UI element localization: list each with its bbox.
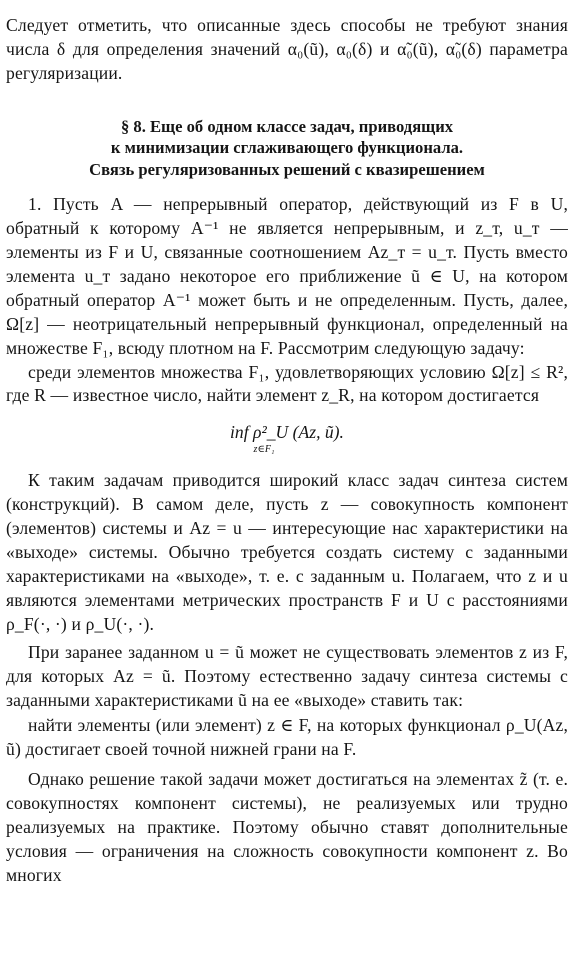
section-heading-line-3: Связь регуляризованных решений с квазирешением <box>89 159 485 179</box>
section-heading-line-2: к минимизации сглаживающего функционала. <box>110 138 464 158</box>
section-heading <box>6 116 568 181</box>
formula-main: inf ρ²_U (Az, ũ). <box>230 422 344 443</box>
paragraph-1: 1. Пусть A — непрерывный оператор, действующий из F в U, обратный к которому A⁻¹ не является непрерывным, и z_т, u_т — элементы из F и U, связанные соотношением Az_т = u_т. Пусть вместо элемента u_т задано некоторое его приближение ũ ∈ U, на котором обратный оператор A⁻¹ может быть и не определенным. Пусть, далее, Ω[z] — неотрицательный непрерывный функционал, определенный на множестве F₁, всюду плотном на F. Рассмотрим следующую задачу: <box>6 194 568 358</box>
formula-subscript: z∈F₁ <box>253 444 275 456</box>
task-paragraph: среди элементов множества F₁, удовлетворяющих условию Ω[z] ≤ R², где R — известное число, найти элемент z_R, на котором достигается <box>6 361 568 406</box>
paragraph-3: При заранее заданном u = ũ может не существовать элементов z из F, для которых Az = ũ. Поэтому естественно задачу синтеза системы с заданными характеристиками ũ на ее «выходе» ставить так: <box>6 641 568 710</box>
section-heading-line-1: § 8. Еще об одном классе задач, приводящих <box>120 116 454 136</box>
paragraph-5: Однако решение такой задачи может достигаться на элементах z̃ (т. е. совокупностях компонент системы), не реализуемых или трудно реализуемых на практике. Поэтому обычно ставят дополнительные условия — ограничения на сложность совокупности компонент z. Во многих <box>6 769 568 885</box>
intro-paragraph: Следует отметить, что описанные здесь способы не требуют знания числа δ для определения значений α₀(ũ), α₀(δ) и α̃₀(ũ), α̃₀(δ) параметра регуляризации. <box>6 15 568 83</box>
paragraph-2: К таким задачам приводится широкий класс задач синтеза систем (конструкций). В самом деле, пусть z — совокупность компонент (элементов) системы и Az = u — интересующие нас характеристики на «выходе» системы. Обычно требуется создать систему с заданными характеристиками на «выходе», т. е. с заданным u. Полагаем, что z и u являются элементами метрических пространств F и U с расстояниями ρ_F(·, ·) и ρ_U(·, ·). <box>6 470 568 634</box>
paragraph-4: найти элементы (или элемент) z ∈ F, на которых функционал ρ_U(Az, ũ) достигает своей точной нижней грани на F. <box>6 715 568 760</box>
display-formula <box>6 420 568 455</box>
